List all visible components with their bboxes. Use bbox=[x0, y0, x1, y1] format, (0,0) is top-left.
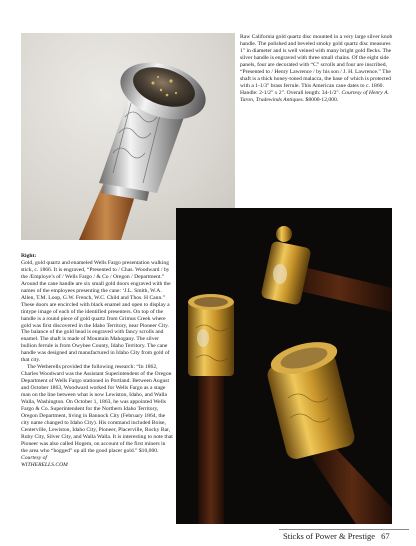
page-footer bbox=[283, 531, 390, 541]
caption-label: Right: bbox=[21, 253, 37, 259]
caption-paragraph-1: Gold, gold quartz and enameled Wells Fargo presentation walking stick, c. 1866. It is engraved, “Presented to / Chas. Woodward / by the /Employe’s of / Wells Fargo / & Co / Oregon / Department.” Around the cane handle are six small gold doors engraved with the names of the employees presenting the cane: ‘J.L. Smith, W.A. Allen, T.M. Loop, G.W. French, W.C. Child and Thos. H Cann.” These doors are encircled with black enamel and open to display a tintype image of each of the identified presenters. On top of the handle is a round piece of gold quartz from Grimus Creek where gold was first discovered in the Idaho Territory, near Pioneer City. The balance of the gold head is engraved with fancy scrolls and enamel. The shaft is made of Mountain Mahogany. The silver bullion ferrule is from Owyhee County, Idaho Territory. The cane handle was designed and manufactured in Idaho City from gold of that city. bbox=[21, 259, 171, 364]
top-caption-price: $8000-12,000. bbox=[305, 97, 339, 104]
top-photo-caption bbox=[240, 34, 395, 104]
bottom-photo-caption bbox=[21, 253, 173, 469]
page-number: 67 bbox=[381, 531, 390, 541]
book-title: Sticks of Power & Prestige bbox=[283, 531, 376, 541]
caption-paragraph-2-text: The Wetherells provided the following research: “In 1862, Charles Woodward was the Assistant Superintendent of the Oregon Department of Wells Fargo stationed in Portland. Between August and October 1863, Woodward worked for Wells Fargo as a stage man on the line between what is now Lewiston, Idaho, and Walla Walla, Washington. On October 1, 1863, he was appointed Wells Fargo & Co. Superintendent for the Northern Idaho Territory, Oregon Department, living in Bannock City (February 1864, the city name changed to Idaho City). His command included Boise, Centerville, Lewiston, Idaho City, Pioneer, Placerville, Rocky Bar, Ruby City, Silver City, and Walla Walla. It is interesting to note that Pioneer was also called Hogem, on account of the first miners in the area who “hogged” up all the good placer gold.” $10,000. bbox=[21, 364, 173, 454]
gold-cane-photo bbox=[176, 208, 392, 524]
top-caption-text: Raw California gold quartz disc mounted in a very large silver knob handle. The polished and beveled smoky gold quartz disc measures 1" in diameter and is well veined with many bright gold flecks. The silver handle is engraved with three small chains. Of the eight side panels, four are decorated with “C” scrolls and four are inscribed, “Presented to / Henry Lawrence / by his son / J. H. Lawrence.” The shaft is a thick honey-toned malacca, the base of which is protected with a 1-1/3" brass ferrule. This American cane dates to c. 1860. Handle: 2-1/2" x 2". Overall length: 34-1/2". bbox=[240, 34, 393, 97]
top-caption-credit: Courtesy of Henry A. Taron, Tradewinds Antiques. bbox=[240, 90, 389, 104]
caption-credit-source: WITHERELLS.COM bbox=[21, 461, 68, 468]
caption-paragraph-2 bbox=[21, 364, 173, 468]
caption-credit-prefix: Courtesy of bbox=[21, 454, 47, 461]
footer-rule bbox=[279, 529, 409, 530]
